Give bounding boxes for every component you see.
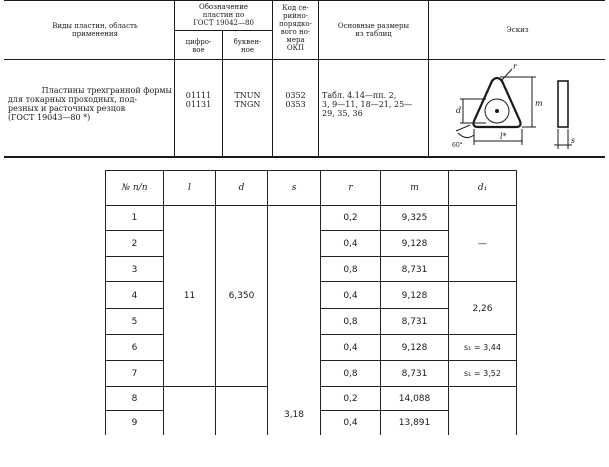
header-code [274, 4, 317, 52]
rule [215, 170, 216, 435]
rule [105, 281, 163, 282]
triangle-insert [474, 78, 521, 127]
angle-leader [456, 125, 470, 131]
cell-m: 9,325 [401, 213, 428, 223]
header-s: s [291, 183, 297, 193]
cell-r: 0,8 [343, 369, 358, 379]
cell-s: 3,18 [283, 410, 305, 420]
rule [4, 59, 605, 60]
description-line: Пластины трехгранной формы [41, 86, 172, 95]
label-l: l* [500, 132, 507, 141]
header-line: ное [240, 46, 255, 54]
header-line: Виды пластин, область [52, 22, 138, 30]
rule [4, 156, 605, 158]
cell-m: 14,088 [398, 394, 431, 404]
header-line: применения [72, 30, 118, 38]
label-m: m [535, 99, 543, 108]
side-view [558, 81, 568, 127]
description-line: резных и расточных резцов [8, 104, 126, 113]
cell-d1-row6: s₁ = 3,44 [464, 343, 501, 352]
rule [320, 334, 448, 335]
rule [320, 308, 448, 309]
rule [163, 170, 164, 435]
rule [448, 334, 516, 335]
header-line: цифро- [185, 38, 212, 46]
dimensions-table [105, 170, 517, 435]
sizes-line: 29, 35, 36 [322, 109, 363, 118]
cell-d1-row7: s₁ = 3,52 [464, 369, 501, 378]
row-number: 2 [131, 239, 138, 249]
rule [448, 281, 516, 282]
row-number: 4 [131, 291, 138, 301]
rule [105, 170, 517, 171]
cell-m: 8,731 [401, 265, 428, 275]
rule [320, 360, 448, 361]
digital-code: 01111 [185, 91, 212, 100]
cell-m: 13,891 [398, 418, 431, 428]
header-line: Обозначение [198, 3, 249, 11]
rule [174, 0, 175, 157]
rule [105, 308, 163, 309]
header-line: мера [286, 36, 305, 44]
cell-m: 9,128 [401, 343, 428, 353]
row-sizes-ref [322, 91, 427, 118]
rule [105, 360, 163, 361]
row-number: 1 [131, 213, 138, 223]
row-number: 8 [131, 394, 138, 404]
header-line: пластин по [202, 11, 245, 19]
header-line: Основные размеры [337, 22, 410, 30]
row-number: 9 [131, 418, 138, 428]
rule [318, 0, 319, 157]
row-number: 6 [131, 343, 138, 353]
row-number: 7 [131, 369, 138, 379]
header-digital [176, 38, 221, 54]
header-letter [224, 38, 271, 54]
cell-r: 0,8 [343, 317, 358, 327]
header-line: порядко- [278, 20, 313, 28]
cell-m: 8,731 [401, 317, 428, 327]
label-angle: 60° [452, 142, 463, 149]
cell-r: 0,4 [343, 418, 358, 428]
row-number: 3 [131, 265, 138, 275]
row-description [8, 86, 172, 122]
row-letter-codes [224, 91, 271, 109]
rule [272, 0, 273, 157]
cell-r: 0,2 [343, 394, 358, 404]
cell-m: 9,128 [401, 239, 428, 249]
header-line: ОКП [286, 44, 305, 52]
letter-code: TNGN [234, 100, 261, 109]
rule [163, 386, 267, 387]
cell-r: 0,4 [343, 343, 358, 353]
cell-r: 0,4 [343, 291, 358, 301]
rule [320, 410, 448, 411]
header-d1: d₁ [477, 183, 488, 193]
rule [320, 256, 448, 257]
rule [428, 0, 429, 157]
center-point [496, 110, 499, 113]
rule [105, 256, 163, 257]
sizes-line: Табл. 4.14—пп. 2, [322, 91, 397, 100]
digital-code: 01131 [185, 100, 212, 109]
cell-r: 0,4 [343, 239, 358, 249]
cell-m: 8,731 [401, 369, 428, 379]
rule [320, 281, 448, 282]
rule [448, 170, 449, 435]
header-sketch: Эскиз [506, 26, 529, 34]
header-d: d [238, 183, 245, 193]
rule [105, 334, 163, 335]
header-number: № п/п [121, 183, 148, 193]
header-r: r [348, 183, 353, 193]
label-r: r [513, 62, 517, 71]
header-line: вое [192, 46, 205, 54]
header-line: Код се- [282, 4, 309, 12]
header-l: l [188, 183, 191, 193]
rule [516, 170, 517, 435]
row-number: 5 [131, 317, 138, 327]
header-line: рийно- [282, 12, 309, 20]
rule [4, 0, 605, 1]
cell-d1-dash: — [478, 239, 487, 249]
cell-r: 0,8 [343, 265, 358, 275]
header-types [20, 22, 170, 38]
label-s: s [571, 136, 576, 145]
cell-d: 6,350 [228, 291, 255, 301]
header-line: из таблиц [355, 30, 392, 38]
cell-r: 0,2 [343, 213, 358, 223]
label-d: d [456, 106, 462, 115]
insert-sketch [430, 61, 606, 156]
okp-code: 0352 [285, 91, 306, 100]
description-line: (ГОСТ 19043—80 *) [8, 113, 91, 122]
cell-d1-value: 2,26 [472, 304, 493, 314]
top-table [0, 0, 609, 160]
r-leader [502, 69, 512, 80]
rule [105, 410, 163, 411]
header-sizes [320, 22, 427, 38]
row-digital-codes [176, 91, 221, 109]
okp-code: 0353 [285, 100, 306, 109]
header-designation [176, 3, 271, 27]
rule [267, 170, 268, 435]
rule [320, 386, 448, 387]
rule [448, 386, 516, 387]
rule [174, 30, 272, 31]
cell-m: 9,128 [401, 291, 428, 301]
row-okp-codes [274, 91, 317, 109]
rule [222, 30, 223, 157]
header-m: m [410, 183, 419, 193]
rule [105, 386, 163, 387]
letter-code: TNUN [234, 91, 261, 100]
header-line: ГОСТ 19042—80 [193, 19, 254, 27]
rule [105, 230, 163, 231]
angle-arc [458, 133, 474, 138]
cell-l: 11 [183, 291, 196, 301]
sizes-line: 3, 9—11, 18—21, 25— [322, 100, 413, 109]
rule [105, 205, 517, 206]
header-line: вого но- [280, 28, 311, 36]
description-line: для токарных проходных, под- [8, 95, 138, 104]
rule [320, 230, 448, 231]
header-line: буквен- [233, 38, 262, 46]
rule [448, 360, 516, 361]
